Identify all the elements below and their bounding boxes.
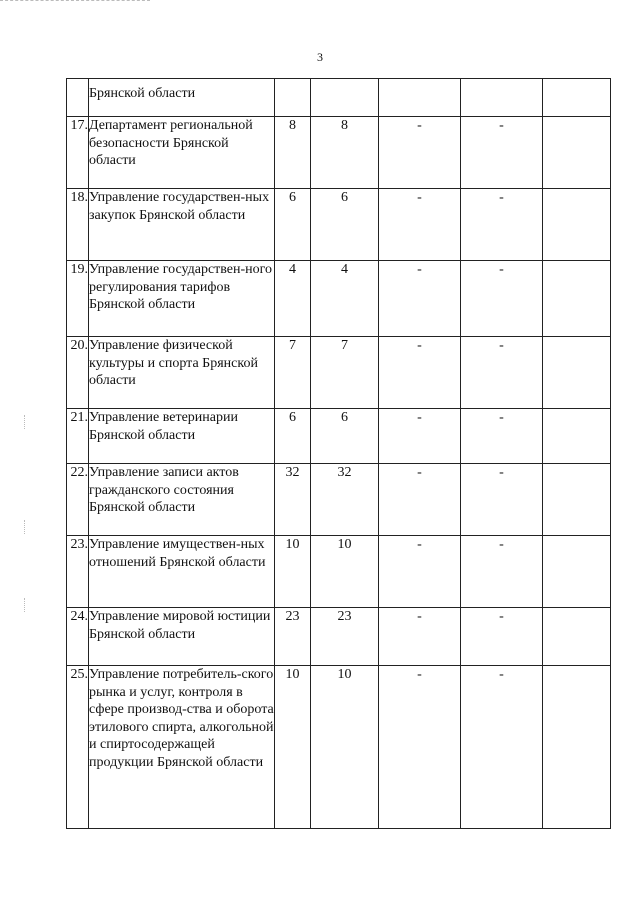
value-cell-4: - [461,337,543,409]
value-cell-4: - [461,464,543,536]
row-number-cell: 21. [67,409,89,464]
value-cell-2: 4 [311,261,379,337]
value-cell-4: - [461,536,543,608]
value-cell-1: 4 [275,261,311,337]
value-cell-2: 10 [311,536,379,608]
agency-name-cell: Управление физической культуры и спорта Брянской области [89,337,275,409]
value-cell-1: 6 [275,189,311,261]
value-cell-3: - [379,536,461,608]
value-cell-3: - [379,666,461,829]
row-number-cell: 20. [67,337,89,409]
value-cell-4: - [461,608,543,666]
value-cell-4: - [461,189,543,261]
value-cell-3: - [379,464,461,536]
agency-name-cell: Брянской области [89,79,275,117]
table-row [67,536,611,608]
value-cell-1: 8 [275,117,311,189]
value-cell-5 [543,117,611,189]
agency-name-cell: Управление потребитель-ского рынка и услуг, контроля в сфере производ-ства и оборота этилового спирта, алкогольной и спиртосодержащей продукции Брянской области [89,666,275,829]
table-row [67,337,611,409]
table-row [67,189,611,261]
page-number: 3 [317,50,323,64]
row-number-cell: 25. [67,666,89,829]
table-row [67,79,611,117]
agency-staff-table [66,78,611,829]
agency-name-cell: Департамент региональной безопасности Брянской области [89,117,275,189]
value-cell-5 [543,337,611,409]
margin-tick [24,520,26,534]
value-cell-2 [311,79,379,117]
value-cell-4 [461,79,543,117]
value-cell-3: - [379,608,461,666]
value-cell-3: - [379,189,461,261]
row-number-cell: 19. [67,261,89,337]
value-cell-2: 6 [311,409,379,464]
value-cell-5 [543,464,611,536]
value-cell-3: - [379,337,461,409]
value-cell-1: 7 [275,337,311,409]
scan-edge-mark [0,0,150,2]
agency-name-cell: Управление государствен-ных закупок Брянской области [89,189,275,261]
value-cell-2: 10 [311,666,379,829]
value-cell-2: 32 [311,464,379,536]
value-cell-5 [543,666,611,829]
row-number-cell: 17. [67,117,89,189]
row-number-cell: 22. [67,464,89,536]
row-number-cell: 23. [67,536,89,608]
value-cell-5 [543,79,611,117]
value-cell-1: 10 [275,536,311,608]
value-cell-4: - [461,666,543,829]
value-cell-1: 23 [275,608,311,666]
agency-name-cell: Управление государствен-ного регулирования тарифов Брянской области [89,261,275,337]
value-cell-4: - [461,261,543,337]
margin-tick [24,415,26,429]
table-row [67,261,611,337]
value-cell-1: 6 [275,409,311,464]
value-cell-4: - [461,117,543,189]
value-cell-1: 10 [275,666,311,829]
agency-name-cell: Управление записи актов гражданского состояния Брянской области [89,464,275,536]
value-cell-2: 7 [311,337,379,409]
row-number-cell [67,79,89,117]
value-cell-4: - [461,409,543,464]
row-number-cell: 18. [67,189,89,261]
value-cell-1: 32 [275,464,311,536]
table-row [67,666,611,829]
value-cell-3: - [379,409,461,464]
agency-name-cell: Управление мировой юстиции Брянской области [89,608,275,666]
value-cell-2: 6 [311,189,379,261]
margin-tick [24,598,26,612]
value-cell-5 [543,608,611,666]
agency-name-cell: Управление имуществен-ных отношений Брянской области [89,536,275,608]
value-cell-5 [543,409,611,464]
value-cell-1 [275,79,311,117]
value-cell-5 [543,189,611,261]
agency-name-cell: Управление ветеринарии Брянской области [89,409,275,464]
table-row [67,117,611,189]
value-cell-2: 8 [311,117,379,189]
value-cell-2: 23 [311,608,379,666]
value-cell-3 [379,79,461,117]
value-cell-5 [543,536,611,608]
value-cell-3: - [379,261,461,337]
value-cell-5 [543,261,611,337]
table-row [67,608,611,666]
row-number-cell: 24. [67,608,89,666]
table-row [67,464,611,536]
value-cell-3: - [379,117,461,189]
table-row [67,409,611,464]
